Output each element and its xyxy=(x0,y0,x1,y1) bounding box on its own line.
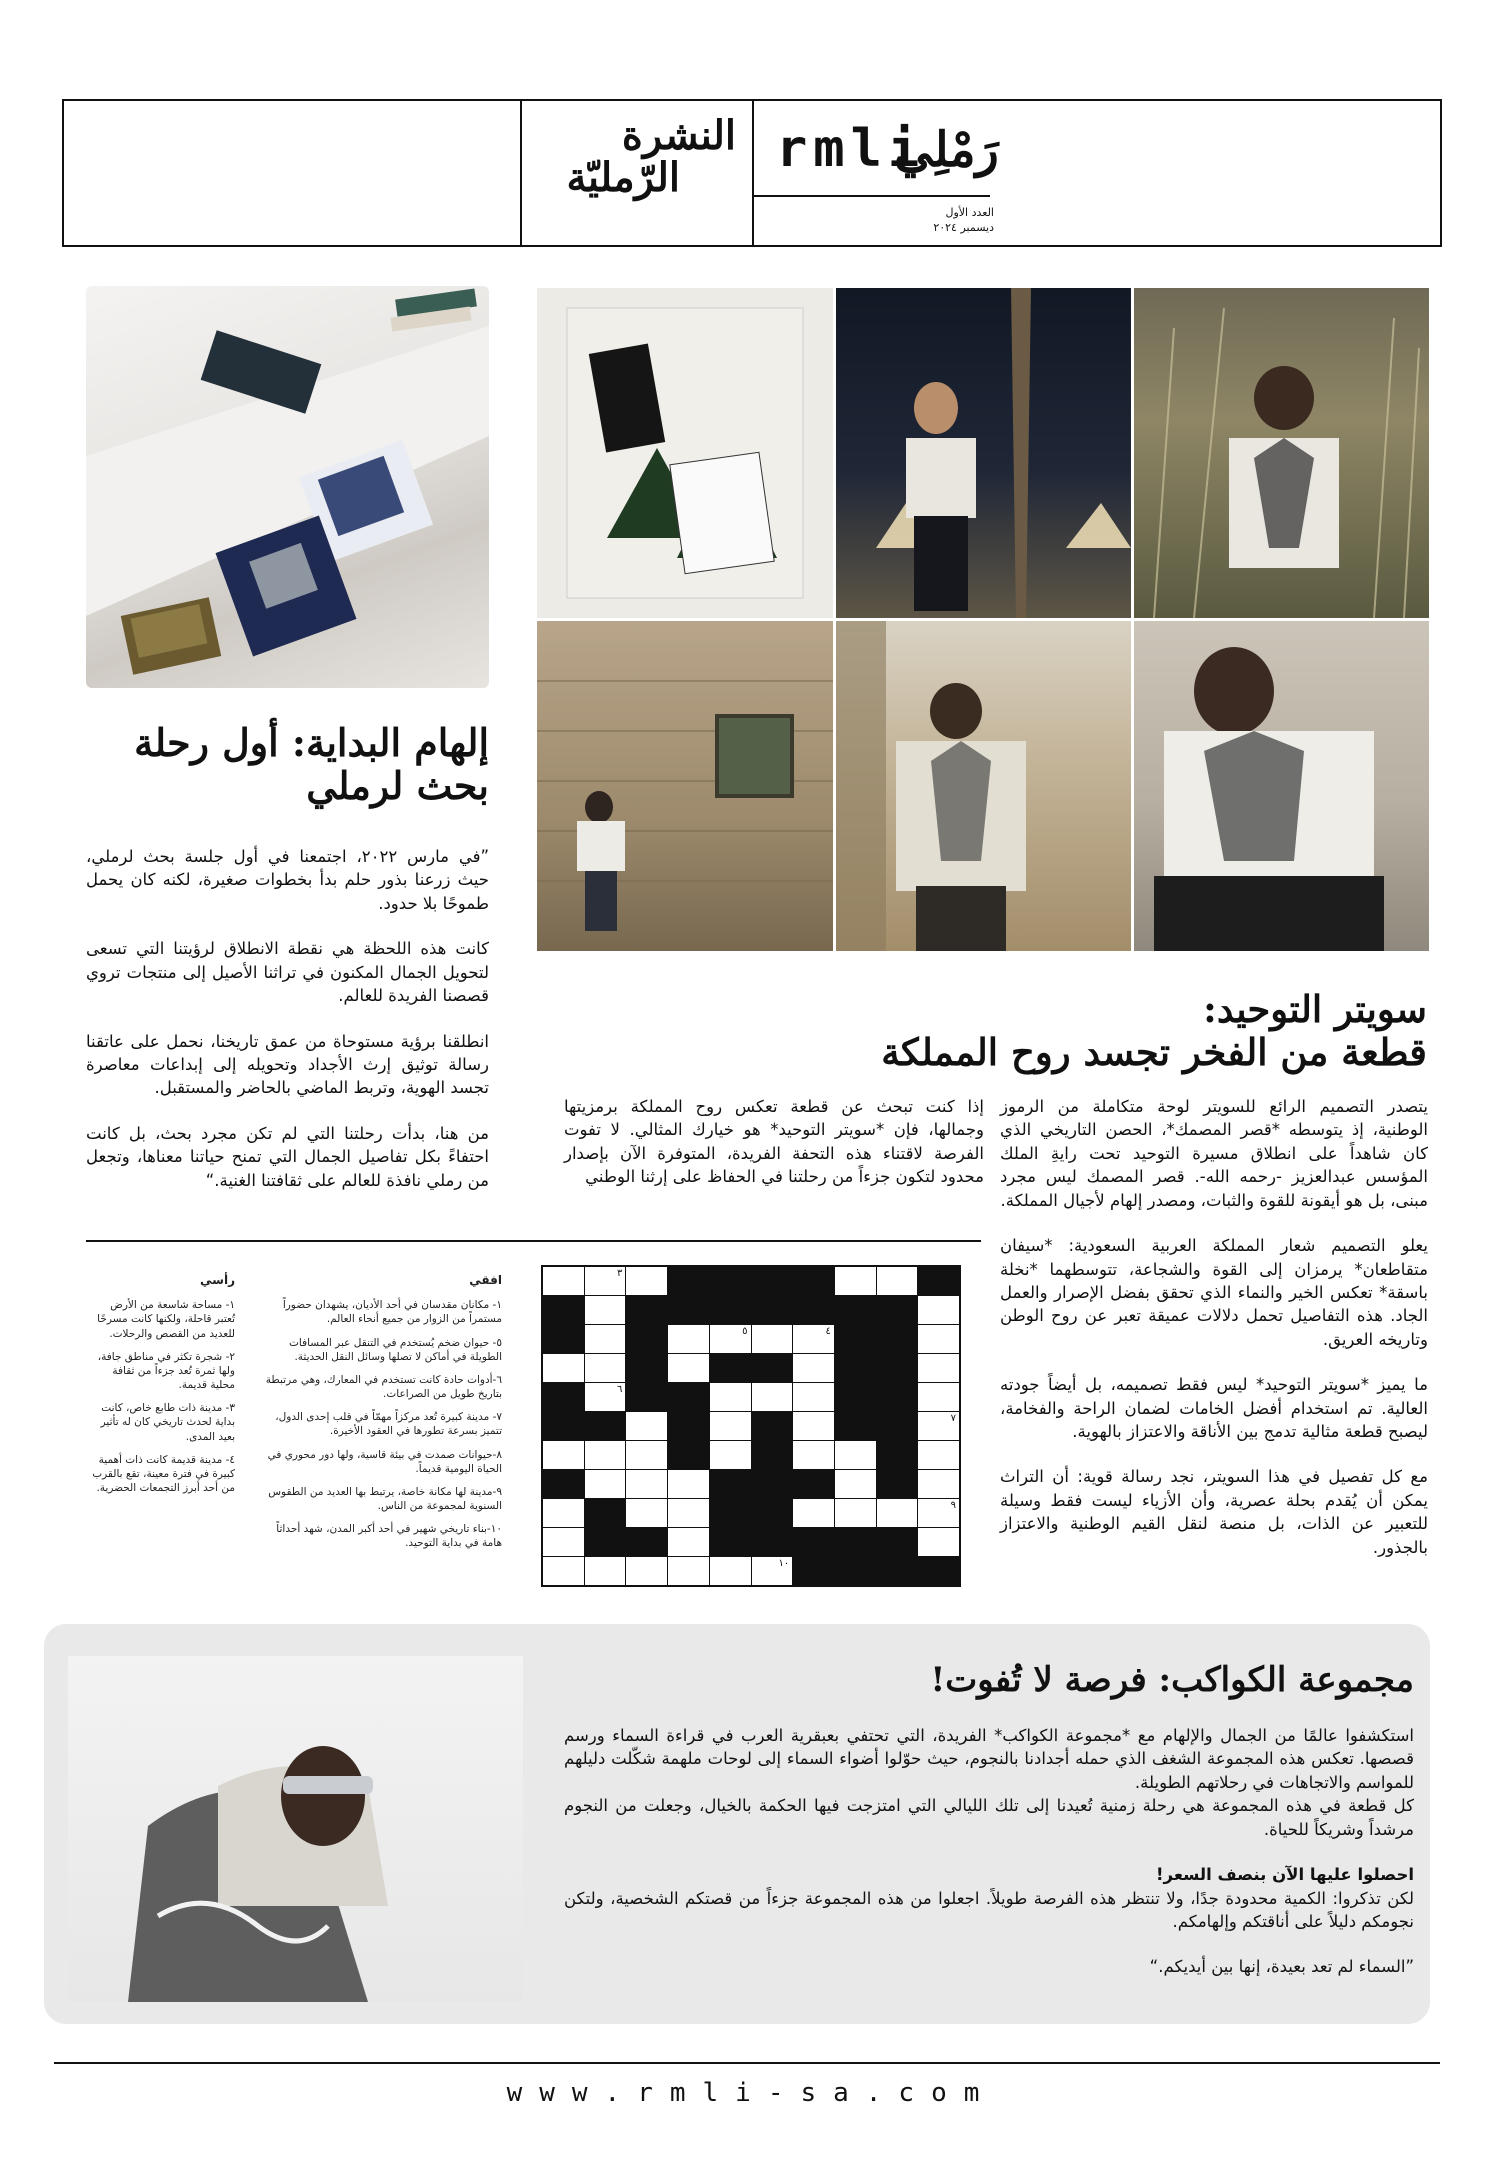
photo-sweater-flat-lay xyxy=(537,288,833,618)
crossword-block xyxy=(793,1267,834,1295)
crossword-cell[interactable] xyxy=(835,1441,876,1469)
crossword-block xyxy=(626,1354,667,1382)
crossword-block xyxy=(835,1528,876,1556)
crossword-cell[interactable] xyxy=(710,1557,751,1585)
brick-scene-art xyxy=(537,621,833,951)
crossword-across-clues xyxy=(262,1272,502,1560)
crossword-block xyxy=(710,1528,751,1556)
crossword-cell[interactable] xyxy=(918,1499,959,1527)
crossword-cell[interactable] xyxy=(585,1557,626,1585)
crossword-cell[interactable] xyxy=(752,1383,793,1411)
crossword-block xyxy=(877,1412,918,1440)
article2-title-line2: قطعة من الفخر تجسد روح المملكة xyxy=(881,1029,1427,1074)
crossword-clue-number: ٤ xyxy=(825,1326,831,1337)
promo-cta-text: لكن تذكروا: الكمية محدودة جدًا، ولا تنتظر هذه الفرصة طويلاً. اجعلوا من هذه المجموعة جزءاً من قصتكم الشخصية، ولتكن نجومكم دليلاً على أناقتكم وإلهامكم. xyxy=(564,1888,1414,1931)
crossword-grid xyxy=(541,1265,961,1587)
crossword-cell[interactable] xyxy=(585,1325,626,1353)
across-heading: افقي xyxy=(469,1273,502,1287)
article1-paragraph: كانت هذه اللحظة هي نقطة الانطلاق لرؤيتنا التي تسعى لتحويل الجمال المكنون في تراثنا الأصيل إلى منتجات تروي قصصنا الفريدة للعالم. xyxy=(86,939,489,1006)
crossword-cell[interactable] xyxy=(710,1441,751,1469)
article1-paragraph: ”في مارس ٢٠٢٢، اجتمعنا في أول جلسة بحث لرملي، حيث زرعنا بذور حلم بدأ بخطوات صغيرة، لكنه كان يحمل طموحًا بلا حدود. xyxy=(86,847,490,913)
crossword-cell[interactable] xyxy=(543,1441,584,1469)
crossword-block xyxy=(793,1557,834,1585)
crossword-cell[interactable] xyxy=(793,1354,834,1382)
crossword-cell[interactable] xyxy=(710,1383,751,1411)
crossword-block xyxy=(877,1557,918,1585)
article2-paragraph: يعلو التصميم شعار المملكة العربية السعودية: *سيفان متقاطعان* يرمزان إلى القوة والشجاعة، تتوسطهما *نخلة باسقة* تعكس الخير والنماء الذي تحقق بفضل الإصرار والعمل الجاد. هذه التفاصيل تحمل دلالات عميقة تعبر عن روح الوطن وتاريخه العريق. xyxy=(1000,1236,1428,1349)
crossword-cell[interactable] xyxy=(668,1499,709,1527)
photo-person-seated xyxy=(1134,621,1429,951)
crossword-block xyxy=(793,1296,834,1324)
crossword-cell[interactable] xyxy=(543,1267,584,1295)
crossword-block xyxy=(793,1528,834,1556)
crossword-cell[interactable] xyxy=(835,1499,876,1527)
crossword-cell[interactable] xyxy=(752,1557,793,1585)
crossword-cell[interactable] xyxy=(877,1267,918,1295)
crossword-cell[interactable] xyxy=(793,1499,834,1527)
crossword-block xyxy=(835,1325,876,1353)
books-illustration xyxy=(86,286,489,688)
photo-person-in-grass xyxy=(1134,288,1429,618)
across-clue: ٧- مدينة كبيرة تُعد مركزاً مهمّاً في قلب إحدى الدول، تتميز بسرعة تطورها في العقود الأخيرة. xyxy=(275,1411,502,1438)
crossword-cell[interactable] xyxy=(918,1325,959,1353)
crossword-cell[interactable] xyxy=(626,1470,667,1498)
crossword-block xyxy=(668,1267,709,1295)
crossword-cell[interactable] xyxy=(752,1325,793,1353)
crossword-block xyxy=(668,1441,709,1469)
crossword-block xyxy=(835,1354,876,1382)
across-clue: ١٠-بناء تاريخي شهير في أحد أكبر المدن، شهد أحداثاً هامة في بداية التوحيد. xyxy=(276,1523,502,1550)
crossword-cell[interactable] xyxy=(877,1499,918,1527)
crossword-cell[interactable] xyxy=(835,1470,876,1498)
crossword-block xyxy=(543,1470,584,1498)
article2-paragraph: إذا كنت تبحث عن قطعة تعكس روح المملكة برمزيتها وجمالها، فإن *سويتر التوحيد* هو خيارك المثالي. لا تفوت الفرصة لاقتناء هذه التحفة الفريدة، المتوفرة الآن بإصدار محدود لتكون جزءاً من رحلتنا في الحفاظ على إرثنا الوطني xyxy=(564,1097,984,1187)
crossword-clue-number: ٩ xyxy=(950,1500,956,1511)
crossword-block xyxy=(543,1383,584,1411)
crossword-block xyxy=(585,1499,626,1527)
crossword-block xyxy=(710,1267,751,1295)
night-scene-art xyxy=(836,288,1131,618)
crossword-cell[interactable] xyxy=(626,1412,667,1440)
crossword-block xyxy=(752,1499,793,1527)
article2-paragraph: مع كل تفصيل في هذا السويتر، نجد رسالة قوية: أن التراث يمكن أن يُقدم بحلة عصرية، وأن الأزياء ليست فقط وسيلة للتعبير عن الذات، بل منصة لنقل القيم الوطنية والاعتزاز بالجذور. xyxy=(1000,1467,1428,1557)
issue-number: العدد الأول xyxy=(945,206,994,219)
crossword-block xyxy=(543,1412,584,1440)
promo-subheading: احصلوا عليها الآن بنصف السعر! xyxy=(1156,1865,1414,1885)
crossword-block xyxy=(877,1383,918,1411)
crossword-block xyxy=(877,1296,918,1324)
masthead-divider xyxy=(754,195,990,197)
crossword-block xyxy=(877,1441,918,1469)
crossword-block xyxy=(918,1557,959,1585)
crossword-cell[interactable] xyxy=(626,1267,667,1295)
photo-woman-by-brick-wall xyxy=(537,621,833,951)
down-clue: ٢- شجرة تكثر في مناطق جافة، ولها ثمرة تُعد جزءاً من ثقافة محلية قديمة. xyxy=(97,1350,235,1392)
crossword-block xyxy=(543,1296,584,1324)
crossword-cell[interactable] xyxy=(668,1528,709,1556)
crossword-block xyxy=(668,1383,709,1411)
crossword-cell[interactable] xyxy=(668,1470,709,1498)
newsletter-title xyxy=(536,112,736,201)
crossword-cell[interactable] xyxy=(918,1412,959,1440)
article1-body xyxy=(86,845,489,1214)
crossword-block xyxy=(835,1383,876,1411)
logo-arabic: رَمْلِي xyxy=(894,122,999,178)
crossword-cell[interactable] xyxy=(918,1470,959,1498)
crossword-block xyxy=(752,1296,793,1324)
crossword-clue-number: ٦ xyxy=(617,1384,623,1395)
crossword-block xyxy=(877,1354,918,1382)
crossword-cell[interactable] xyxy=(918,1354,959,1382)
photo-man-at-night xyxy=(836,288,1131,618)
promo-title: مجموعة الكواكب: فرصة لا تُفوت! xyxy=(930,1660,1414,1700)
crossword-cell[interactable] xyxy=(626,1441,667,1469)
newsletter-title-line1: النشرة xyxy=(621,112,736,159)
grass-scene-art xyxy=(1134,288,1429,618)
article2-paragraph: ما يميز *سويتر التوحيد* ليس فقط تصميمه، بل أيضاً جودته العالية. تم استخدام أفضل الخامات لضمان الراحة والفخامة، ليصبح قطعة مثالية تدمج بين الأناقة والاعتزاز بالهوية. xyxy=(1000,1375,1428,1442)
promo-panel xyxy=(44,1624,1430,2024)
crossword-cell[interactable] xyxy=(793,1383,834,1411)
crossword-block xyxy=(668,1412,709,1440)
crossword-block xyxy=(877,1325,918,1353)
crossword-cell[interactable] xyxy=(793,1412,834,1440)
crossword-cell[interactable] xyxy=(918,1296,959,1324)
crossword-cell[interactable] xyxy=(668,1325,709,1353)
crossword-block xyxy=(752,1354,793,1382)
article1-paragraph: انطلقنا برؤية مستوحاة من عمق تاريخنا، نحمل على عاتقنا رسالة توثيق إرث الأجداد وتحويله إلى إبداعات معاصرة تجسد الهوية، وتربط الماضي بالحاضر والمستقبل. xyxy=(86,1031,489,1098)
seated-scene-art xyxy=(1134,621,1429,951)
masthead xyxy=(62,99,1442,247)
down-clue: ٤- مدينة قديمة كانت ذات أهمية كبيرة في فترة معينة، تقع بالقرب من أحد أبرز التجمعات الحضرية. xyxy=(92,1453,235,1495)
crossword-down-clues xyxy=(90,1272,235,1504)
crossword-block xyxy=(835,1412,876,1440)
sweater-flatlay-art xyxy=(537,288,833,618)
crossword-block xyxy=(710,1499,751,1527)
crossword-clue-number: ٧ xyxy=(950,1413,956,1424)
crossword-cell[interactable] xyxy=(543,1557,584,1585)
crossword-cell[interactable] xyxy=(668,1557,709,1585)
footer-divider xyxy=(54,2062,1440,2064)
promo-intro: استكشفوا عالمًا من الجمال والإلهام مع *مجموعة الكواكب* الفريدة، التي تحتفي بعبقرية العرب في قراءة السماء ورسم قصصها. تعكس هذه المجموعة الشغف الذي حمله أجدادنا بالنجوم، حيث حوّلوا أضواء السماء إلى لوحات ملهمة شكّلت دليلهم للمواسم والاتجاهات في رحلاتهم الطويلة. xyxy=(564,1726,1414,1792)
article2-title xyxy=(537,988,1427,1073)
down-clue: ٣- مدينة ذات طابع خاص، كانت بداية لحدث تاريخي كان له تأثير بعيد المدى. xyxy=(100,1402,235,1443)
crossword-cell[interactable] xyxy=(585,1441,626,1469)
crossword-block xyxy=(752,1267,793,1295)
crossword-cell[interactable] xyxy=(626,1557,667,1585)
crossword-cell[interactable] xyxy=(585,1354,626,1382)
crossword-cell[interactable] xyxy=(710,1325,751,1353)
down-heading: رأسي xyxy=(200,1273,235,1287)
crossword-cell[interactable] xyxy=(918,1383,959,1411)
article1-paragraph: من هنا، بدأت رحلتنا التي لم تكن مجرد بحث، بل كانت احتفاءً بكل تفاصيل الجمال التي تمنح حياتنا معناها، وتجعل من رملي نافذة للعالم على ثقافتنا الغنية.“ xyxy=(86,1123,489,1190)
crossword-cell[interactable] xyxy=(793,1441,834,1469)
website-link[interactable]: www.rmli-sa.com xyxy=(506,2078,997,2108)
crossword-cell[interactable] xyxy=(543,1528,584,1556)
crossword-cell[interactable] xyxy=(585,1383,626,1411)
crossword-cell[interactable] xyxy=(543,1354,584,1382)
hoodie-model-art xyxy=(68,1656,523,2002)
crossword-cell[interactable] xyxy=(918,1441,959,1469)
article2-body-right xyxy=(1000,1095,1428,1581)
across-clue: ٨-حيوانات صمدت في بيئة قاسية، ولها دور محوري في الحياة اليومية قديماً. xyxy=(267,1448,502,1475)
crossword-cell[interactable] xyxy=(626,1499,667,1527)
crossword-cell[interactable] xyxy=(585,1296,626,1324)
across-clue: ٦-أدوات حادة كانت تستخدم في المعارك، وهي مرتبطة بتاريخ طويل من الصراعات. xyxy=(265,1373,502,1401)
across-clue: ٩-مدينة لها مكانة خاصة، يرتبط بها العديد من الطقوس السنوية لمجموعة من الناس. xyxy=(268,1485,502,1513)
crossword-block xyxy=(710,1470,751,1498)
promo-body xyxy=(564,1724,1414,1979)
article1-title xyxy=(86,722,489,807)
crossword-block xyxy=(752,1528,793,1556)
article1-title-line2: بحث لرملي xyxy=(306,762,489,808)
across-clue: ٥- حيوان ضخم يُستخدم في التنقل عبر المسافات الطويلة في أماكن لا تصلها وسائل النقل الحديثة. xyxy=(288,1336,502,1363)
crossword-cell[interactable] xyxy=(835,1267,876,1295)
article2-title-line1: سويتر التوحيد: xyxy=(1203,987,1427,1031)
newsletter-title-line2: الرّمليّة xyxy=(566,154,680,201)
crossword-cell[interactable] xyxy=(918,1528,959,1556)
crossword-cell[interactable] xyxy=(710,1412,751,1440)
crossword-block xyxy=(835,1557,876,1585)
crossword-block xyxy=(626,1296,667,1324)
desert-scene-art xyxy=(836,621,1131,951)
crossword-block xyxy=(877,1528,918,1556)
article2-body-left xyxy=(564,1095,984,1211)
crossword-cell[interactable] xyxy=(793,1325,834,1353)
crossword-cell[interactable] xyxy=(543,1499,584,1527)
across-clue: ١- مكانان مقدسان في أحد الأديان، يشهدان حضوراً مستمراً من الزوار من جميع أنحاء العالم. xyxy=(282,1299,502,1326)
promo-intro2: كل قطعة في هذه المجموعة هي رحلة زمنية تُعيدنا إلى تلك الليالي التي امتزجت فيها الحكمة بالخيال، وجعلت من النجوم مرشداً وشريكاً للحياة. xyxy=(564,1796,1414,1839)
crossword-clue-number: ٥ xyxy=(742,1326,748,1337)
section-divider xyxy=(86,1240,981,1242)
crossword-clue-number: ٣ xyxy=(617,1268,623,1279)
crossword-block xyxy=(752,1441,793,1469)
article1-title-line1: إلهام البداية: أول رحلة xyxy=(134,720,489,765)
crossword-block xyxy=(918,1267,959,1295)
crossword-block xyxy=(543,1325,584,1353)
books-photo xyxy=(86,286,489,688)
promo-quote: ”السماء لم تعد بعيدة، إنها بين أيديكم.“ xyxy=(1149,1957,1414,1977)
crossword-cell[interactable] xyxy=(668,1354,709,1382)
crossword-block xyxy=(710,1354,751,1382)
crossword-block xyxy=(877,1470,918,1498)
crossword-block xyxy=(626,1383,667,1411)
crossword-block xyxy=(793,1470,834,1498)
crossword-cell[interactable] xyxy=(585,1267,626,1295)
crossword-block xyxy=(668,1296,709,1324)
crossword-block xyxy=(626,1528,667,1556)
promo-photo xyxy=(68,1656,523,2002)
crossword-block xyxy=(585,1528,626,1556)
crossword-block xyxy=(835,1296,876,1324)
crossword-block xyxy=(752,1412,793,1440)
down-clue: ١- مساحة شاسعة من الأرض تُعتبر قاحلة، ولكنها كانت مسرحًا للعديد من القصص والرحلات. xyxy=(97,1299,235,1340)
crossword-block xyxy=(752,1470,793,1498)
photo-man-in-desert xyxy=(836,621,1131,951)
article2-paragraph: يتصدر التصميم الرائع للسويتر لوحة متكاملة من الرموز الوطنية، إذ يتوسطه *قصر المصمك*، الحصن التاريخي الذي كان شاهداً على انطلاق مسيرة التوحيد تحت رايةِ الملك المؤسس عبدالعزيز -رحمه الله-. قصر المصمك ليس مجرد مبنى، بل هو أيقونة للقوة والثبات، ومصدر إلهام لأجيال المملكة. xyxy=(1000,1097,1428,1210)
logo-latin: rmli xyxy=(776,119,926,179)
crossword-cell[interactable] xyxy=(585,1470,626,1498)
crossword-clue-number: ١٠ xyxy=(778,1558,790,1569)
crossword-block xyxy=(585,1412,626,1440)
crossword-block xyxy=(626,1325,667,1353)
issue-info xyxy=(824,205,994,236)
crossword-block xyxy=(710,1296,751,1324)
issue-date: ديسمبر ٢٠٢٤ xyxy=(933,221,994,235)
